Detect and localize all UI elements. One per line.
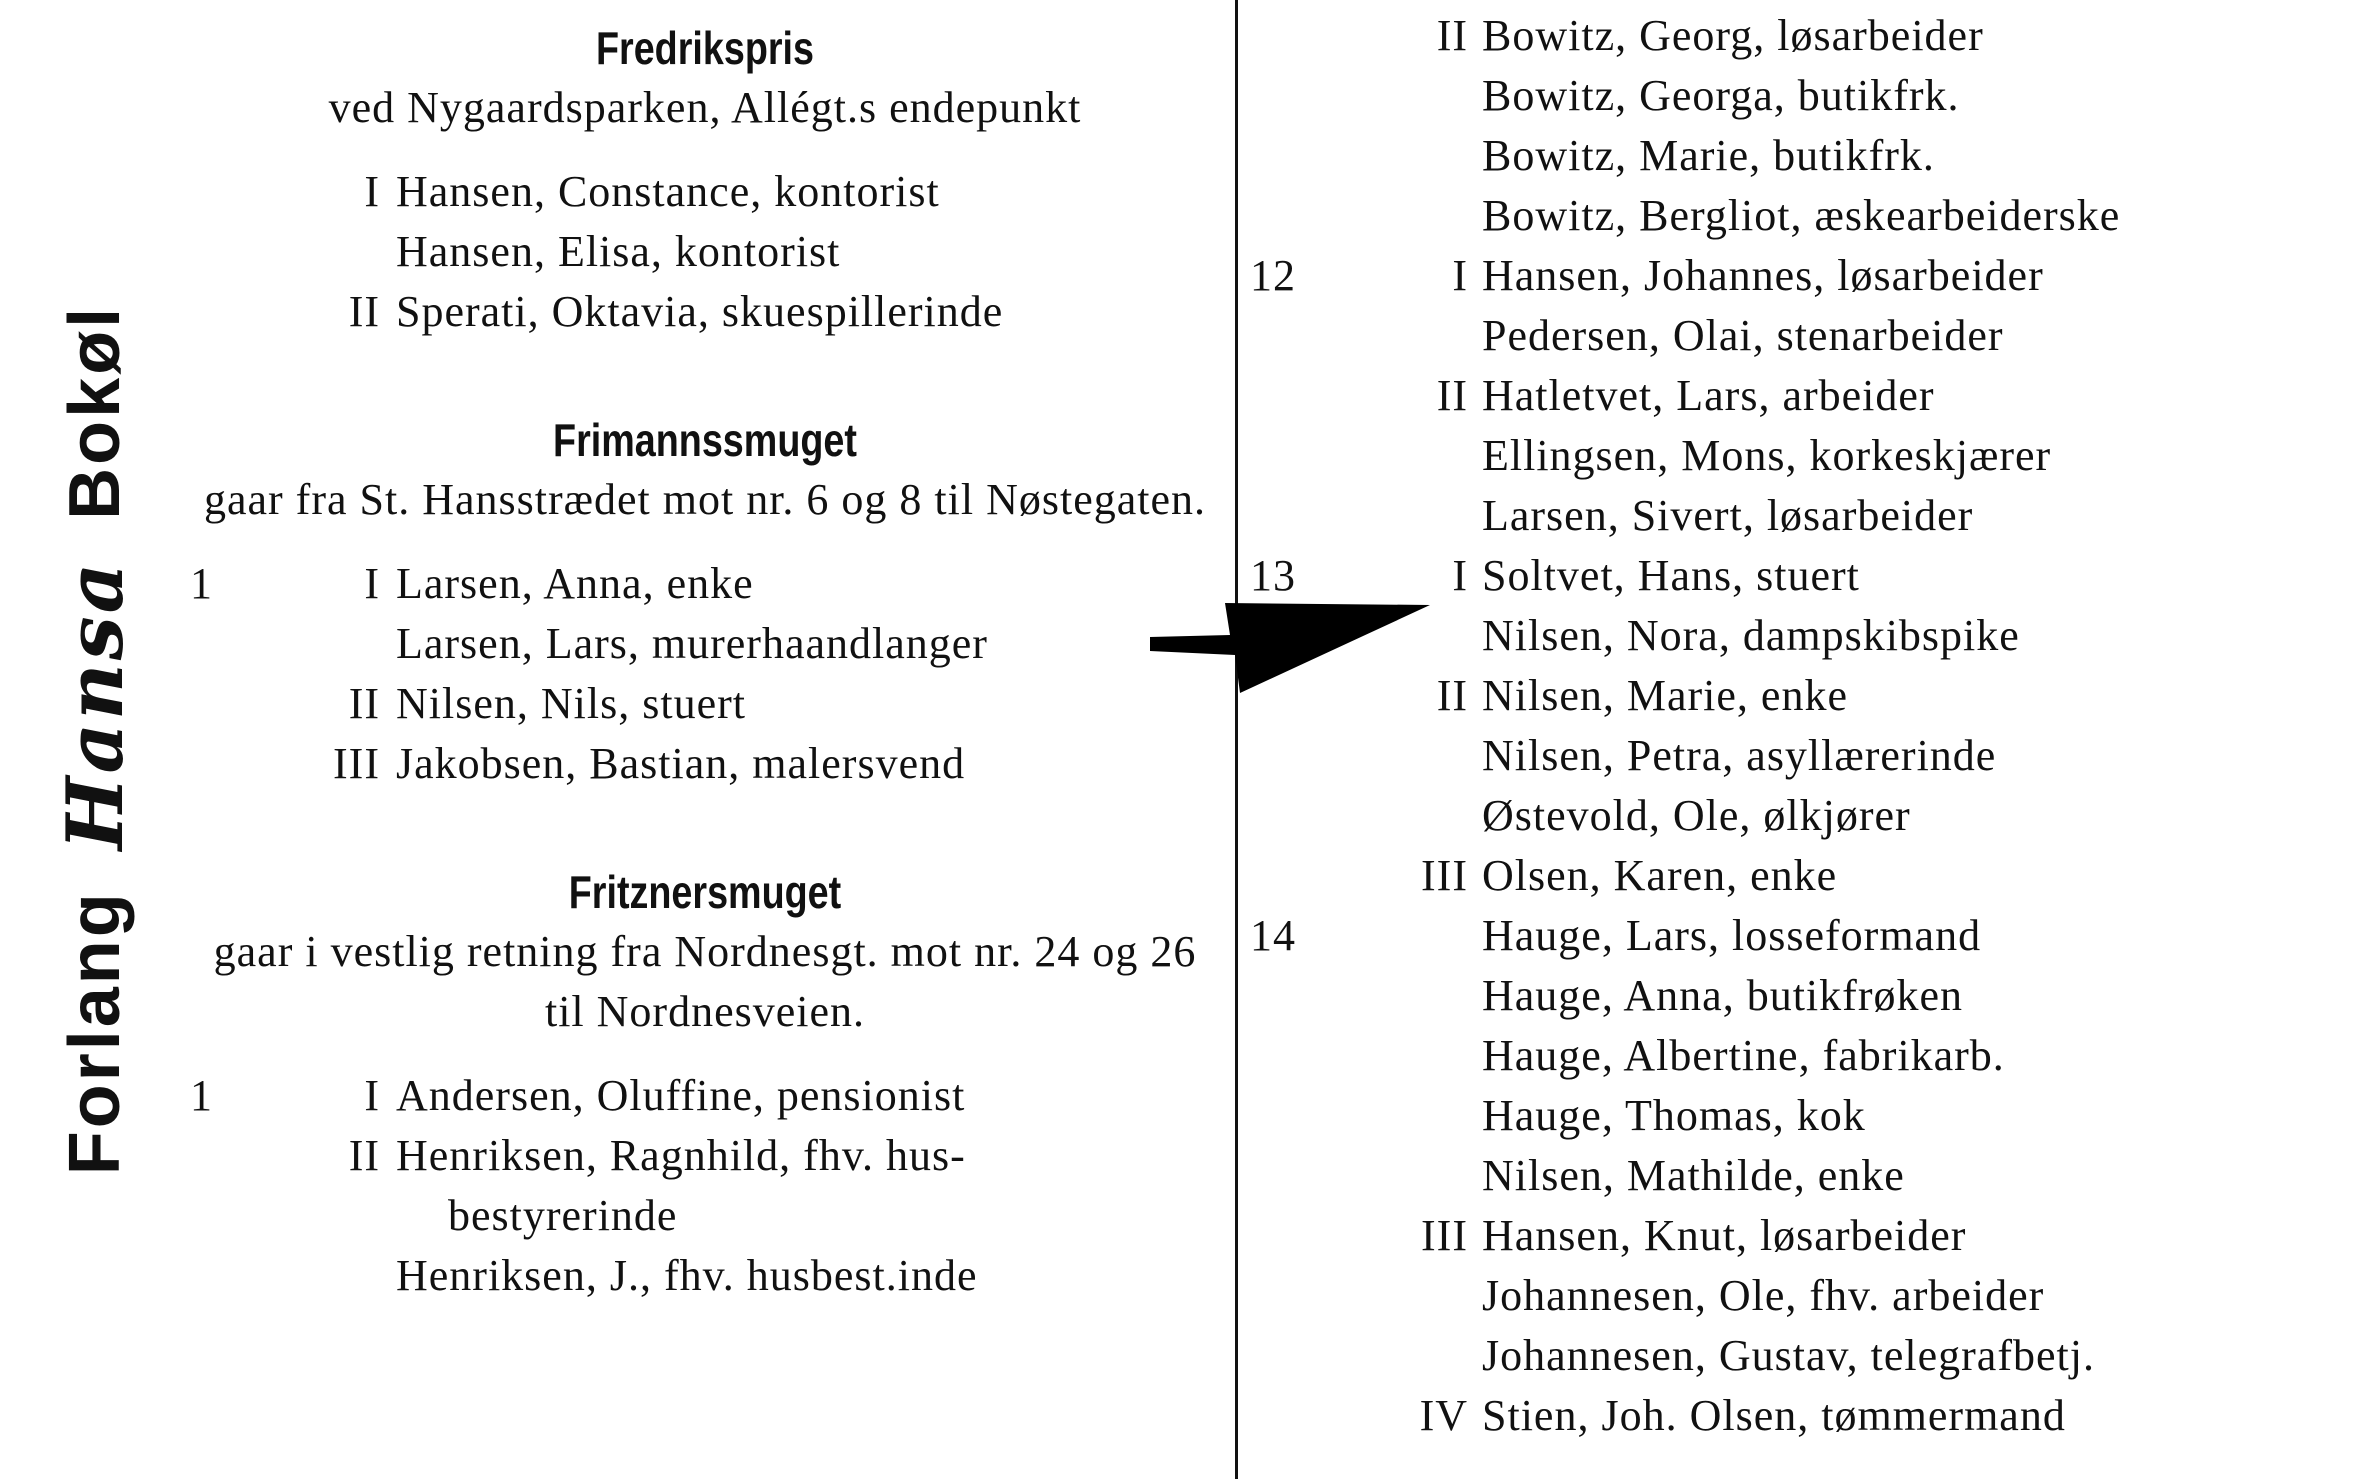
resident-name: Hatletvet, Lars, arbeider <box>1482 371 1935 420</box>
column-divider <box>1235 0 1238 1479</box>
street-title: Fredrikspris <box>595 22 815 74</box>
floor-number: III <box>333 739 380 788</box>
resident-entry <box>1250 1086 2350 1146</box>
resident-name: Larsen, Sivert, løsarbeider <box>1482 491 1974 540</box>
resident-entry <box>190 1126 1220 1186</box>
resident-name: Nilsen, Nora, dampskibspike <box>1482 611 2020 660</box>
arrow-pointer-icon <box>1150 585 1440 705</box>
floor-number: I <box>364 559 380 608</box>
resident-entry <box>190 674 1220 734</box>
resident-name: Nilsen, Marie, enke <box>1482 671 1848 720</box>
floor-number: II <box>1436 371 1468 420</box>
floor-number: II <box>1436 11 1468 60</box>
house-number: 12 <box>1250 251 1296 300</box>
resident-list <box>190 162 1220 342</box>
right-column <box>1250 6 2350 1446</box>
resident-name: Bowitz, Georga, butikfrk. <box>1482 71 1960 120</box>
resident-name: Nilsen, Nils, stuert <box>396 679 746 728</box>
floor-number: II <box>348 287 380 336</box>
floor-number: I <box>1452 251 1468 300</box>
floor-number: III <box>1421 851 1468 900</box>
resident-entry <box>1250 246 2350 306</box>
resident-name: Bowitz, Bergliot, æskearbeiderske <box>1482 191 2121 240</box>
resident-name: Andersen, Oluffine, pensionist <box>396 1071 966 1120</box>
resident-name: Johannesen, Ole, fhv. arbeider <box>1482 1271 2045 1320</box>
resident-entry <box>1250 1146 2350 1206</box>
resident-name: Soltvet, Hans, stuert <box>1482 551 1860 600</box>
floor-number: III <box>1421 1211 1468 1260</box>
house-number: 1 <box>190 1071 213 1120</box>
resident-entry <box>190 734 1220 794</box>
resident-entry <box>1250 426 2350 486</box>
street-section <box>190 862 1220 1306</box>
resident-entry <box>1250 306 2350 366</box>
resident-name: Olsen, Karen, enke <box>1482 851 1838 900</box>
resident-entry <box>190 282 1220 342</box>
street-description: gaar i vestlig retning fra Nordnesgt. mot nr. 24 og 26 til Nordnesveien. <box>213 927 1197 1036</box>
floor-number: II <box>348 1131 380 1180</box>
street-description: ved Nygaardsparken, Allégt.s endepunkt <box>328 83 1082 132</box>
resident-entry <box>1250 66 2350 126</box>
resident-entry <box>1250 726 2350 786</box>
street-section <box>190 18 1220 342</box>
resident-entry <box>190 222 1220 282</box>
resident-name: Hauge, Lars, losseformand <box>1482 911 1982 960</box>
resident-entry <box>1250 1386 2350 1446</box>
house-number: 1 <box>190 559 213 608</box>
resident-name: Pedersen, Olai, stenarbeider <box>1482 311 2004 360</box>
resident-name: Hauge, Thomas, kok <box>1482 1091 1866 1140</box>
resident-entry <box>190 614 1220 674</box>
resident-name: Hansen, Elisa, kontorist <box>396 227 841 276</box>
resident-name: Bowitz, Georg, løsarbeider <box>1482 11 1984 60</box>
resident-entry <box>1250 366 2350 426</box>
left-column <box>190 18 1220 1306</box>
street-title: Fritznersmuget <box>568 866 842 918</box>
floor-number: II <box>348 679 380 728</box>
resident-entry <box>1250 966 2350 1026</box>
resident-entry <box>1250 1206 2350 1266</box>
resident-entry <box>1250 1326 2350 1386</box>
resident-name: Østevold, Ole, ølkjører <box>1482 791 1911 840</box>
resident-name: Hauge, Albertine, fabrikarb. <box>1482 1031 2005 1080</box>
street-title: Frimannssmuget <box>553 414 857 466</box>
resident-name: Nilsen, Mathilde, enke <box>1482 1151 1905 1200</box>
resident-name: Nilsen, Petra, asyllærerinde <box>1482 731 1997 780</box>
resident-list <box>190 554 1220 794</box>
house-number: 13 <box>1250 551 1296 600</box>
resident-name: Henriksen, J., fhv. husbest.inde <box>396 1251 978 1300</box>
resident-entry <box>1250 1266 2350 1326</box>
resident-name: Jakobsen, Bastian, malersvend <box>396 739 966 788</box>
resident-name: Ellingsen, Mons, korkeskjærer <box>1482 431 2052 480</box>
street-section <box>190 410 1220 794</box>
resident-entry <box>190 1186 1220 1246</box>
resident-entry <box>1250 906 2350 966</box>
resident-name: Bowitz, Marie, butikfrk. <box>1482 131 1935 180</box>
resident-name: Hansen, Constance, kontorist <box>396 167 940 216</box>
resident-name: Hauge, Anna, butikfrøken <box>1482 971 1963 1020</box>
floor-number: IV <box>1419 1391 1468 1440</box>
resident-entry <box>190 1066 1220 1126</box>
floor-number: II <box>1436 671 1468 720</box>
ad-prefix: Forlang <box>55 890 135 1176</box>
ad-brand-logo: Hansa <box>49 559 141 851</box>
house-number: 14 <box>1250 911 1296 960</box>
resident-name: Henriksen, Ragnhild, fhv. hus- <box>396 1131 966 1180</box>
floor-number: I <box>364 1071 380 1120</box>
street-description: gaar fra St. Hansstrædet mot nr. 6 og 8 til Nøstegaten. <box>203 475 1207 524</box>
ad-suffix: Bokøl <box>55 304 135 520</box>
resident-name: Hansen, Knut, løsarbeider <box>1482 1211 1967 1260</box>
resident-entry <box>1250 6 2350 66</box>
resident-entry <box>1250 186 2350 246</box>
resident-entry <box>1250 486 2350 546</box>
resident-list <box>190 1066 1220 1306</box>
resident-entry <box>190 554 1220 614</box>
resident-entry <box>1250 786 2350 846</box>
resident-name: Sperati, Oktavia, skuespillerinde <box>396 287 1004 336</box>
resident-entry <box>1250 846 2350 906</box>
resident-entry <box>190 1246 1220 1306</box>
resident-name: Johannesen, Gustav, telegrafbetj. <box>1482 1331 2095 1380</box>
resident-name: Hansen, Johannes, løsarbeider <box>1482 251 2044 300</box>
resident-entry <box>1250 126 2350 186</box>
resident-name: Larsen, Anna, enke <box>396 559 754 608</box>
resident-entry <box>1250 1026 2350 1086</box>
vertical-advertisement <box>40 90 150 1390</box>
resident-name: bestyrerinde <box>448 1191 678 1240</box>
resident-name: Larsen, Lars, murerhaandlanger <box>396 619 988 668</box>
resident-entry <box>190 162 1220 222</box>
resident-name: Stien, Joh. Olsen, tømmermand <box>1482 1391 2066 1440</box>
floor-number: I <box>364 167 380 216</box>
floor-number: I <box>1452 551 1468 600</box>
